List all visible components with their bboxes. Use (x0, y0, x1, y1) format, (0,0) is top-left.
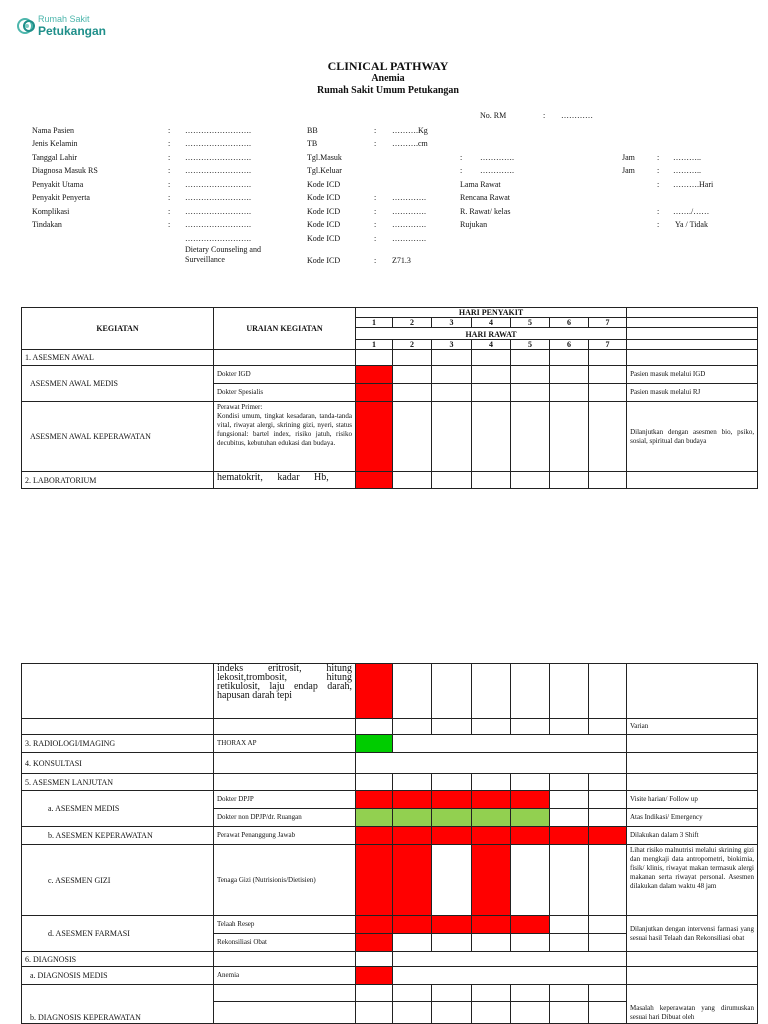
note-farmasi: Dilanjutkan dengan intervensi farmasi yang sesuai hasil Telaah dan Rekonsiliasi obat (627, 916, 758, 952)
day-header: 3 (432, 318, 472, 328)
field-penyakit-utama[interactable]: ……………………. (185, 180, 251, 189)
cell-red[interactable] (356, 472, 393, 489)
field-diagnosa-masuk[interactable]: ……………………. (185, 166, 251, 175)
perawat-primer-desc: Kondisi umum, tingkat kesadaran, tanda-tanda vital, riwayat alergi, skrining gizi, nyeri, status fungsional: bartel index, risiko jatuh, risiko decubitus, kebutuhan edukasi dan budaya. (217, 412, 352, 447)
cell-red[interactable] (589, 827, 627, 845)
day-header: 6 (550, 340, 589, 350)
cell-red[interactable] (356, 384, 393, 402)
colon: : (543, 111, 546, 120)
diagnosis-medis: a. DIAGNOSIS MEDIS (22, 967, 214, 985)
cell-red[interactable] (511, 791, 550, 809)
field-icd-tindakan-2[interactable]: …………. (392, 234, 426, 243)
day-header: 1 (356, 340, 393, 350)
label-tanggal-lahir: Tanggal Lahir (32, 153, 77, 162)
label-komplikasi: Komplikasi (32, 207, 70, 216)
cell-red[interactable] (393, 916, 432, 934)
varian-label: Varian (627, 719, 758, 735)
cell-red[interactable] (472, 827, 511, 845)
label-tindakan: Tindakan (32, 220, 62, 229)
cell-red[interactable] (550, 827, 589, 845)
no-rm-value: ………… (561, 111, 593, 120)
label-penyakit-utama: Penyakit Utama (32, 180, 84, 189)
label-kode-icd: Kode ICD (307, 193, 341, 202)
cell-red[interactable] (511, 827, 550, 845)
dokter-non-dpjp: Dokter non DPJP/dr. Ruangan (214, 809, 356, 827)
telaah-resep: Telaah Resep (214, 916, 356, 934)
day-header: 3 (432, 340, 472, 350)
logo-mark-icon (16, 14, 38, 38)
cell-red[interactable] (356, 366, 393, 384)
label-lama-rawat: Lama Rawat (460, 180, 501, 189)
col-uraian-header: URAIAN KEGIATAN (214, 308, 356, 350)
thorax-ap: THORAX AP (214, 735, 356, 753)
field-tgl-masuk[interactable]: …………. (480, 153, 514, 162)
hari-penyakit-header: HARI PENYAKIT (356, 308, 627, 318)
colon: : (168, 207, 171, 216)
field-r-rawat-kelas[interactable]: ……./…… (673, 207, 710, 216)
section-radiologi: 3. RADIOLOGI/IMAGING (22, 735, 214, 753)
dokter-dpjp: Dokter DPJP (214, 791, 356, 809)
day-header: 7 (589, 340, 627, 350)
field-icd-komplikasi[interactable]: …………. (392, 207, 426, 216)
icd-dietary-value: Z71.3 (392, 256, 411, 265)
section-asesmen-awal: 1. ASESMEN AWAL (22, 350, 214, 366)
no-rm-label: No. RM (480, 111, 507, 120)
note-diag-kep: Masalah keperawatan yang dirumuskan sesuai hari Dibuat oleh (627, 985, 758, 1024)
field-icd-tindakan[interactable]: …………. (392, 220, 426, 229)
cell-red[interactable] (356, 827, 393, 845)
label-tb: TB (307, 139, 318, 148)
colon: : (374, 126, 377, 135)
diagnosis-keperawatan: b. DIAGNOSIS KEPERAWATAN (22, 985, 214, 1024)
cell-red[interactable] (472, 791, 511, 809)
cell-red[interactable] (356, 402, 393, 472)
asesmen-farmasi: d. ASESMEN FARMASI (22, 916, 214, 952)
colon: : (168, 126, 171, 135)
blank-cell (627, 308, 758, 318)
field-rujukan[interactable]: Ya / Tidak (675, 220, 708, 229)
cell-light-green[interactable] (432, 809, 472, 827)
col-kegiatan-header: KEGIATAN (22, 308, 214, 350)
field-tanggal-lahir[interactable]: ……………………. (185, 153, 251, 162)
cell-red[interactable] (432, 916, 472, 934)
cell-red[interactable] (393, 827, 432, 845)
label-kode-icd: Kode ICD (307, 180, 341, 189)
day-header: 4 (472, 340, 511, 350)
label-tgl-keluar: Tgl.Keluar (307, 166, 342, 175)
note-keperawatan: Dilanjutkan dengan asesmen bio, psiko, sosial, spiritual dan budaya (627, 402, 758, 472)
note-igd: Pasien masuk melalui IGD (627, 366, 758, 384)
day-header: 5 (511, 340, 550, 350)
cell-white[interactable] (432, 845, 472, 916)
hospital-logo (16, 14, 126, 42)
colon: : (657, 166, 660, 175)
label-kode-icd: Kode ICD (307, 220, 341, 229)
colon: : (168, 153, 171, 162)
cell-red[interactable] (393, 845, 432, 916)
label-penyakit-penyerta: Penyakit Penyerta (32, 193, 90, 202)
cell-red[interactable] (432, 791, 472, 809)
day-header: 1 (356, 318, 393, 328)
label-kode-icd: Kode ICD (307, 207, 341, 216)
label-bb: BB (307, 126, 318, 135)
cell-red[interactable] (356, 934, 393, 952)
colon: : (374, 256, 377, 265)
perawat-primer-cell (214, 402, 356, 472)
colon: : (374, 220, 377, 229)
field-komplikasi[interactable]: ……………………. (185, 207, 251, 216)
field-penyakit-penyerta[interactable]: ……………………. (185, 193, 251, 202)
label-jam: Jam (622, 153, 635, 162)
label-kode-icd: Kode ICD (307, 234, 341, 243)
cell-light-green[interactable] (472, 809, 511, 827)
blank-cell (627, 340, 758, 350)
asesmen-gizi: c. ASESMEN GIZI (22, 845, 214, 916)
day-header: 2 (393, 318, 432, 328)
field-bb[interactable]: ……….Kg (392, 126, 428, 135)
note-dpjp: Visite harian/ Follow up (627, 791, 758, 809)
logo-line2: Petukangan (38, 24, 107, 38)
colon: : (657, 180, 660, 189)
section-asesmen-lanjutan: 5. ASESMEN LANJUTAN (22, 774, 214, 791)
field-tgl-keluar[interactable]: …………. (480, 166, 514, 175)
hospital-name: Rumah Sakit Umum Petukangan (317, 85, 459, 96)
pathway-table-part1 (21, 307, 758, 489)
dokter-igd: Dokter IGD (214, 366, 356, 384)
tenaga-gizi: Tenaga Gizi (Nutrisionis/Dietisien) (214, 845, 356, 916)
label-jam: Jam (622, 166, 635, 175)
day-header: 7 (589, 318, 627, 328)
field-nama-pasien[interactable]: ……………………. (185, 126, 251, 135)
cell-red[interactable] (472, 916, 511, 934)
blank-cell (627, 328, 758, 340)
rekonsiliasi-obat: Rekonsiliasi Obat (214, 934, 356, 952)
field-jenis-kelamin[interactable]: ……………………. (185, 139, 251, 148)
colon: : (168, 180, 171, 189)
colon: : (168, 166, 171, 175)
colon: : (168, 193, 171, 202)
field-jam-keluar[interactable]: ……….. (673, 166, 701, 175)
cell-light-green[interactable] (356, 809, 393, 827)
cell-light-green[interactable] (511, 809, 550, 827)
dokter-spesialis: Dokter Spesialis (214, 384, 356, 402)
asesmen-awal-medis: ASESMEN AWAL MEDIS (22, 366, 214, 402)
label-r-rawat-kelas: R. Rawat/ kelas (460, 207, 511, 216)
cell-red[interactable] (432, 827, 472, 845)
pathway-table-part2 (21, 663, 758, 1024)
cell-white[interactable] (511, 845, 550, 916)
day-header: 2 (393, 340, 432, 350)
page-subtitle: Anemia (371, 73, 405, 84)
asesmen-keperawatan: b. ASESMEN KEPERAWATAN (22, 827, 214, 845)
perawat-primer-label: Perawat Primer: (217, 403, 263, 411)
colon: : (460, 166, 463, 175)
lab-desc-1: hematokrit, kadar Hb, (214, 472, 356, 489)
note-non-dpjp: Atas Indikasi/ Emergency (627, 809, 758, 827)
label-dietary: Dietary Counseling and Surveillance (185, 245, 261, 264)
colon: : (657, 153, 660, 162)
label-rencana-rawat: Rencana Rawat (460, 193, 510, 202)
logo-line1: Rumah Sakit (38, 14, 90, 24)
cell-light-green[interactable] (393, 809, 432, 827)
perawat-penanggung-jawab: Perawat Penanggung Jawab (214, 827, 356, 845)
cell-red[interactable] (393, 791, 432, 809)
label-tgl-masuk: Tgl.Masuk (307, 153, 342, 162)
field-lama-rawat[interactable]: ……….Hari (673, 180, 714, 189)
note-rj: Pasien masuk melalui RJ (627, 384, 758, 402)
colon: : (460, 153, 463, 162)
label-jenis-kelamin: Jenis Kelamin (32, 139, 78, 148)
lab-desc-2: indeks eritrosit, hitung lekosit,trombosit, hitung retikulosit, laju endap darah, hapusan darah tepi (214, 664, 356, 719)
cell-red[interactable] (511, 916, 550, 934)
cell-green[interactable] (356, 735, 393, 753)
cell-red[interactable] (356, 916, 393, 934)
colon: : (168, 139, 171, 148)
asesmen-medis: a. ASESMEN MEDIS (22, 791, 214, 827)
day-header: 6 (550, 318, 589, 328)
colon: : (168, 220, 171, 229)
cell-red[interactable] (356, 664, 393, 719)
colon: : (657, 207, 660, 216)
field-jam-masuk[interactable]: ……….. (673, 153, 701, 162)
label-nama-pasien: Nama Pasien (32, 126, 74, 135)
label-kode-icd: Kode ICD (307, 256, 341, 265)
day-header: 4 (472, 318, 511, 328)
label-rujukan: Rujukan (460, 220, 488, 229)
day-header: 5 (511, 318, 550, 328)
asesmen-awal-keperawatan: ASESMEN AWAL KEPERAWATAN (22, 402, 214, 472)
section-laboratorium: 2. LABORATORIUM (22, 472, 214, 489)
colon: : (657, 220, 660, 229)
cell-red[interactable] (356, 967, 393, 985)
section-diagnosis: 6. DIAGNOSIS (22, 952, 214, 967)
section-konsultasi: 4. KONSULTASI (22, 753, 214, 774)
field-tb[interactable]: ……….cm (392, 139, 428, 148)
field-tindakan-2[interactable]: ……………………. (185, 234, 251, 243)
note-perawat-pj: Dilakukan dalam 3 Shift (627, 827, 758, 845)
label-diagnosa-masuk: Diagnosa Masuk RS (32, 166, 98, 175)
colon: : (374, 193, 377, 202)
hari-rawat-header: HARI RAWAT (356, 328, 627, 340)
cell-red[interactable] (356, 845, 393, 916)
colon: : (374, 207, 377, 216)
cell-red[interactable] (356, 791, 393, 809)
cell-red[interactable] (472, 845, 511, 916)
field-tindakan[interactable]: ……………………. (185, 220, 251, 229)
colon: : (374, 139, 377, 148)
blank-cell (627, 318, 758, 328)
colon: : (374, 234, 377, 243)
field-icd-penyerta[interactable]: …………. (392, 193, 426, 202)
diagnosis-anemia: Anemia (214, 967, 356, 985)
note-gizi: Lihat risiko malnutrisi melalui skrining gizi dan mengkaji data antropometri, biokimia, fisik/ klinis, riwayat makan termasuk alergi makanan serta riwayat personal. Asesmen dilakukan dalam waktu 48 jam (627, 845, 758, 916)
page-title: CLINICAL PATHWAY (327, 59, 449, 73)
